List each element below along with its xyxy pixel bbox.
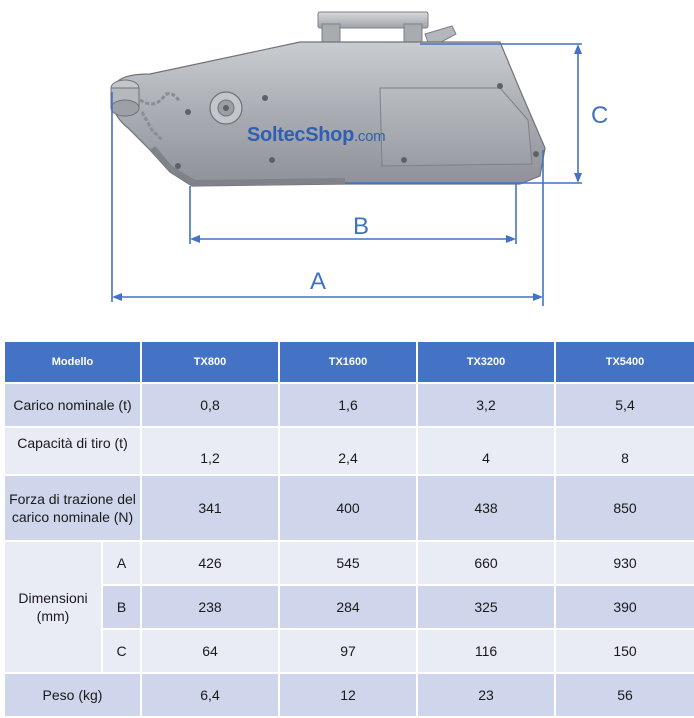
table-cell: 4 xyxy=(417,427,555,475)
table-cell: 3,2 xyxy=(417,383,555,427)
table-cell: 660 xyxy=(417,541,555,585)
table-cell: 438 xyxy=(417,475,555,541)
table-cell: 400 xyxy=(279,475,417,541)
table-cell: 850 xyxy=(555,475,694,541)
table-cell: 2,4 xyxy=(279,427,417,475)
brand-suffix: .com xyxy=(354,128,386,145)
table-cell: 1,6 xyxy=(279,383,417,427)
table-row-load xyxy=(4,383,694,427)
table-row-weight xyxy=(4,673,694,717)
table-cell: 6,4 xyxy=(141,673,279,717)
dimension-label-b: B xyxy=(353,213,370,240)
table-cell: 56 xyxy=(555,673,694,717)
table-cell: 8 xyxy=(555,427,694,475)
table-cell: 238 xyxy=(141,585,279,629)
table-row-dimension-a xyxy=(4,541,694,585)
table-cell: 5,4 xyxy=(555,383,694,427)
brand-main: SoltecShop xyxy=(247,124,355,146)
row-label-weight: Peso (kg) xyxy=(4,673,141,717)
table-cell: 116 xyxy=(417,629,555,673)
row-sublabel-b: B xyxy=(102,585,141,629)
table-cell: 390 xyxy=(555,585,694,629)
table-row-dimension-c xyxy=(4,629,694,673)
row-sublabel-c: C xyxy=(102,629,141,673)
table-row-dimension-b xyxy=(4,585,694,629)
dimension-label-a: A xyxy=(310,268,327,295)
table-cell: 545 xyxy=(279,541,417,585)
table-cell: 930 xyxy=(555,541,694,585)
row-label-capacity: Capacità di tiro (t) xyxy=(4,427,141,475)
table-cell: 284 xyxy=(279,585,417,629)
table-cell: 341 xyxy=(141,475,279,541)
header-tx800: TX800 xyxy=(141,341,279,383)
table-cell: 150 xyxy=(555,629,694,673)
row-label-load: Carico nominale (t) xyxy=(4,383,141,427)
row-sublabel-a: A xyxy=(102,541,141,585)
table-header-row xyxy=(4,341,694,383)
table-cell: 64 xyxy=(141,629,279,673)
brand-logo xyxy=(247,124,385,147)
table-cell: 12 xyxy=(279,673,417,717)
winch-body xyxy=(111,42,545,186)
table-cell: 426 xyxy=(141,541,279,585)
specifications-table xyxy=(3,340,694,718)
table-row-force xyxy=(4,475,694,541)
table-row-capacity xyxy=(4,427,694,475)
product-figure xyxy=(0,0,694,330)
header-model: Modello xyxy=(4,341,141,383)
table-cell: 325 xyxy=(417,585,555,629)
row-label-dimensions: Dimensioni (mm) xyxy=(4,541,102,673)
header-tx5400: TX5400 xyxy=(555,341,694,383)
winch-drawing xyxy=(0,0,694,330)
row-label-force: Forza di trazione del carico nominale (N) xyxy=(4,475,141,541)
header-tx1600: TX1600 xyxy=(279,341,417,383)
table-cell: 97 xyxy=(279,629,417,673)
table-cell: 0,8 xyxy=(141,383,279,427)
table-cell: 23 xyxy=(417,673,555,717)
table-cell: 1,2 xyxy=(141,427,279,475)
dimension-label-c: C xyxy=(591,102,609,129)
header-tx3200: TX3200 xyxy=(417,341,555,383)
